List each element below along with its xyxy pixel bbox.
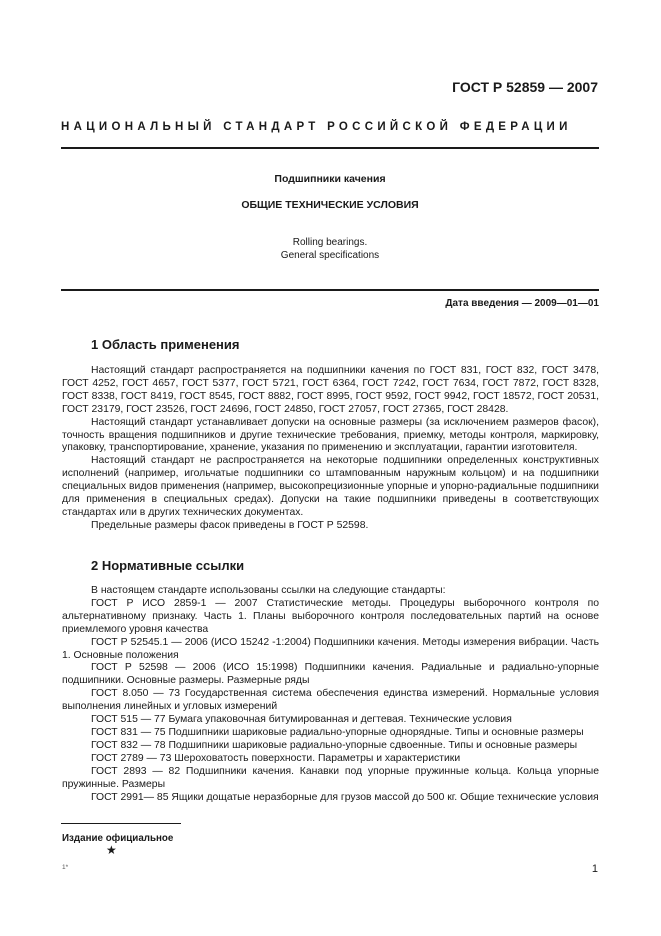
title-en-line2: General specifications bbox=[280, 250, 380, 261]
section-body-scope bbox=[62, 365, 599, 533]
reference-item: ГОСТ 2789 — 73 Шероховатость поверхности. Параметры и характеристики bbox=[91, 752, 461, 764]
reference-item: ГОСТ 2893 — 82 Подшипники качения. Канавки под упорные пружинные кольца. Кольца упорные пружинные. Размеры bbox=[62, 765, 599, 790]
national-standard-title: НАЦИОНАЛЬНЫЙ СТАНДАРТ РОССИЙСКОЙ ФЕДЕРАЦИИ bbox=[61, 121, 572, 133]
title-en-line1: Rolling bearings. bbox=[292, 237, 368, 248]
reference-item: ГОСТ 831 — 75 Подшипники шариковые радиально-упорные однорядные. Типы и основные размеры bbox=[91, 726, 584, 738]
reference-item: ГОСТ 515 — 77 Бумага упаковочная битумированная и дегтевая. Технические условия bbox=[91, 714, 512, 726]
standard-title-en bbox=[61, 236, 599, 262]
section-heading-references: 2 Нормативные ссылки bbox=[91, 558, 245, 573]
reference-item: ГОСТ Р ИСО 2859-1 — 2007 Статистические методы. Процедуры выборочного контроля по альтернативному признаку. Часть 1. Планы выборочного контроля последовательных партий на основе приемлемого уровня качества bbox=[62, 597, 599, 635]
reference-item: ГОСТ Р 52598 — 2006 (ИСО 15:1998) Подшипники качения. Радиальные и радиально-упорные подшипники. Основные размеры. Размерные ряды bbox=[62, 662, 599, 687]
reference-item: ГОСТ 2991— 85 Ящики дощатые неразборные для грузов массой до 500 кг. Общие технические условия bbox=[91, 791, 599, 803]
standard-title-ru: Подшипники качения bbox=[274, 173, 386, 185]
reference-item: ГОСТ 832 — 78 Подшипники шариковые радиально-упорные сдвоенные. Типы и основные размеры bbox=[91, 739, 578, 751]
footer-divider bbox=[61, 823, 181, 824]
paragraph: Настоящий стандарт распространяется на подшипники качения по ГОСТ 831, ГОСТ 832, ГОСТ 3478, ГОСТ 4252, ГОСТ 4657, ГОСТ 5377, ГОСТ 5721, ГОСТ 6364, ГОСТ 7242, ГОСТ 7634, ГОСТ 7872, ГОСТ 8328, ГОСТ 8338, ГОСТ 8419, ГОСТ 8545, ГОСТ 8882, ГОСТ 8995, ГОСТ 9592, ГОСТ 9942, ГОСТ 18572, ГОСТ 20531, ГОСТ 23179, ГОСТ 23526, ГОСТ 24696, ГОСТ 24850, ГОСТ 27057, ГОСТ 27365, ГОСТ 28428. bbox=[62, 365, 599, 415]
paragraph: Предельные размеры фасок приведены в ГОСТ Р 52598. bbox=[91, 519, 369, 531]
official-edition-label: Издание официальное bbox=[62, 833, 174, 844]
paragraph: Настоящий стандарт не распространяется на некоторые подшипники определенных конструктивных исполнений (например, игольчатые подшипники со штампованным наружным кольцом) и на подшипники специальных видов применения (например, высокопрецизионные упорные и упорно-радиальные подшипники для применения в специальных средах). Допуски на такие подшипники приведены в соответствующих стандартах или в других технических документах. bbox=[62, 455, 599, 518]
introduction-date: Дата введения — 2009—01—01 bbox=[445, 298, 599, 309]
standard-subtitle-ru: ОБЩИЕ ТЕХНИЧЕСКИЕ УСЛОВИЯ bbox=[241, 199, 419, 211]
paragraph: В настоящем стандарте использованы ссылки на следующие стандарты: bbox=[91, 585, 446, 596]
reference-item: ГОСТ Р 52545.1 — 2006 (ИСО 15242 -1:2004) Подшипники качения. Методы измерения вибрации. Часть 1. Основные положения bbox=[62, 636, 599, 661]
reference-item: ГОСТ 8.050 — 73 Государственная система обеспечения единства измерений. Нормальные условия выполнения линейных и угловых измерений bbox=[62, 688, 599, 713]
page-number: 1 bbox=[591, 863, 598, 875]
title-divider bbox=[61, 289, 599, 291]
sheet-mark: 1* bbox=[62, 864, 69, 871]
document-number: ГОСТ Р 52859 — 2007 bbox=[452, 79, 598, 95]
star-icon: ★ bbox=[106, 843, 117, 857]
paragraph: Настоящий стандарт устанавливает допуски на основные размеры (за исключением размеров фасок), точность вращения подшипников и другие технические требования, приемку, методы контроля, маркировку, упаковку, транспортирование, хранение, указания по применению и эксплуатации, гарантии изготовителя. bbox=[62, 416, 599, 454]
section-heading-scope: 1 Область применения bbox=[91, 337, 240, 352]
top-divider bbox=[61, 147, 599, 149]
section-body-references bbox=[62, 585, 599, 804]
